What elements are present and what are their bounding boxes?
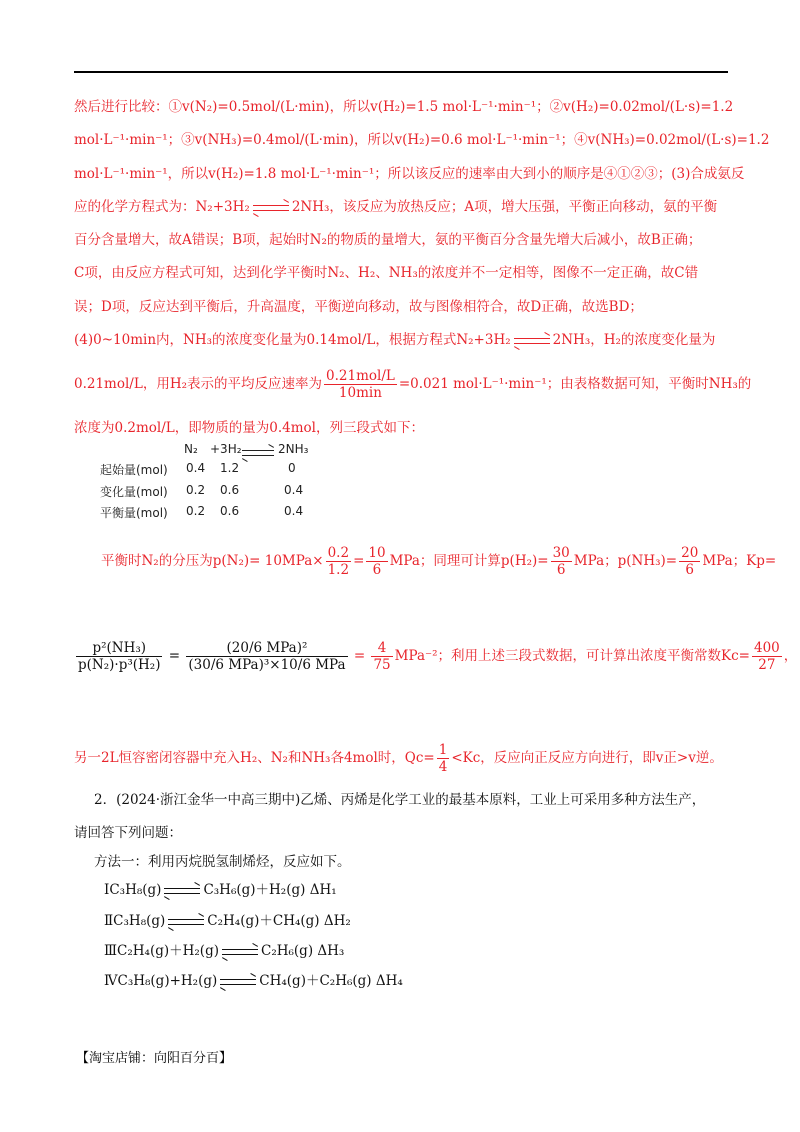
fraction-numerator: 20 bbox=[681, 545, 699, 561]
analysis-line bbox=[74, 742, 723, 775]
equilibrium-arrow-icon bbox=[168, 918, 204, 926]
text-fragment: 2NH₃，H₂的浓度变化量为 bbox=[552, 332, 716, 348]
fraction-denominator: 4 bbox=[438, 759, 448, 775]
fraction-denominator: 10min bbox=[338, 385, 382, 401]
equilibrium-arrow-icon bbox=[242, 445, 274, 453]
kp-substitution-fraction bbox=[186, 640, 347, 673]
text-fragment: MPa⁻²；利用上述三段式数据，可计算出浓度平衡常数Kc= bbox=[394, 648, 750, 664]
reaction-line bbox=[104, 911, 351, 931]
text-fragment: 应的化学方程式为：N₂+3H₂ bbox=[74, 199, 250, 215]
qc-fraction bbox=[437, 742, 450, 775]
analysis-line: mol·L⁻¹·min⁻¹；③v(NH₃)=0.4mol/(L·min)，所以v(H₂)=0.6 mol·L⁻¹·min⁻¹；④v(NH₃)=0.02mol/(L·s)=1.2 bbox=[74, 132, 770, 148]
equilibrium-arrow-icon bbox=[220, 978, 256, 986]
text-fragment: 2NH₃，该反应为放热反应；A项，增大压强，平衡正向移动，氨的平衡 bbox=[291, 199, 718, 215]
text-fragment: MPa；p(NH₃)= bbox=[573, 553, 678, 569]
shop-footer: 【淘宝店铺：向阳百分百】 bbox=[76, 1051, 233, 1066]
fraction-numerator: 4 bbox=[371, 640, 392, 657]
reaction-products: CH₄(g)＋C₂H₆(g) ΔH₄ bbox=[259, 973, 403, 989]
analysis-line: 百分含量增大，故A错误；B项，起始时N₂的物质的量增大，氨的平衡百分含量先增大后减小，故B正确； bbox=[74, 232, 702, 248]
fraction bbox=[326, 545, 351, 578]
table-header: N₂ bbox=[184, 442, 198, 456]
analysis-line bbox=[74, 330, 715, 350]
row-label: 起始量(mol) bbox=[100, 463, 168, 477]
reaction-products: C₂H₄(g)＋CH₄(g) ΔH₂ bbox=[207, 913, 351, 929]
fraction-numerator: 1 bbox=[438, 742, 448, 758]
table-cell: 0.6 bbox=[220, 504, 240, 518]
text-fragment: = bbox=[353, 553, 365, 569]
fraction-denominator: 6 bbox=[685, 562, 695, 578]
question-text: 2．(2024·浙江金华一中高三期中)乙烯、丙烯是化学工业的最基本原料，工业上可采用多种方法生产， bbox=[94, 792, 706, 808]
reaction-reactants: ⅣC₃H₈(g)+H₂(g) bbox=[104, 973, 218, 989]
text-fragment: MPa；Kp= bbox=[702, 553, 777, 569]
kp-definition-fraction bbox=[76, 640, 162, 673]
fraction-denominator: 6 bbox=[556, 562, 566, 578]
row-label: 变化量(mol) bbox=[100, 485, 168, 499]
kp-expression: $\frac{\text{p²(NH₃)}}{\text{p(N₂)·p³(H₂)}}$ = $\frac{\text{(20/6 MPa)²}}{\text{(30/6 MPa)³×10/6 MPa}}$ = $\frac{4}{75}$ MPa⁻²；利用上述三段式数据，可计算出浓度平衡常数Kc= $\frac{400}{27}$ ， bbox=[78, 640, 798, 673]
fraction bbox=[679, 545, 700, 578]
fraction-numerator: (20/6 MPa)² bbox=[186, 640, 347, 657]
fraction bbox=[551, 545, 572, 578]
reaction-reactants: ⅡC₃H₈(g) bbox=[104, 913, 166, 929]
reaction-reactants: ⅠC₃H₈(g) bbox=[104, 882, 162, 898]
fraction-numerator: p²(NH₃) bbox=[76, 640, 162, 657]
row-label: 平衡量(mol) bbox=[100, 506, 168, 520]
reaction-line bbox=[104, 880, 337, 900]
fraction-denominator: 1.2 bbox=[327, 562, 350, 578]
reaction-products: C₂H₆(g) ΔH₃ bbox=[260, 943, 345, 959]
text-fragment: =0.021 mol·L⁻¹·min⁻¹；由表格数据可知，平衡时NH₃的 bbox=[398, 376, 752, 392]
question-text: 请回答下列问题： bbox=[74, 825, 182, 841]
analysis-line bbox=[74, 368, 751, 401]
reaction-products: C₃H₆(g)＋H₂(g) ΔH₁ bbox=[203, 882, 337, 898]
table-cell: 0 bbox=[288, 461, 296, 475]
table-cell: 0.6 bbox=[220, 483, 240, 497]
analysis-line: 误；D项，反应达到平衡后，升高温度，平衡逆向移动，故与图像相符合，故D正确，故选BD； bbox=[74, 299, 643, 315]
equilibrium-arrow-icon bbox=[514, 337, 550, 345]
fraction-denominator: 27 bbox=[758, 657, 776, 673]
fraction-denominator: p(N₂)·p³(H₂) bbox=[78, 657, 161, 673]
kp-result-fraction bbox=[371, 640, 392, 673]
table-cell: 0.4 bbox=[186, 461, 206, 475]
reaction-reactants: ⅢC₂H₄(g)＋H₂(g) bbox=[104, 943, 219, 959]
analysis-line bbox=[74, 197, 717, 217]
table-cell: 0.2 bbox=[186, 483, 206, 497]
fraction-numerator: 30 bbox=[552, 545, 570, 561]
equilibrium-arrow-icon bbox=[222, 948, 258, 956]
text-fragment: MPa；同理可计算p(H₂)= bbox=[389, 553, 549, 569]
table-header: +3H₂ bbox=[210, 442, 242, 456]
table-cell: 0.4 bbox=[284, 504, 304, 518]
table-cell: 0.4 bbox=[284, 483, 304, 497]
equilibrium-arrow-icon bbox=[164, 887, 200, 895]
fraction-numerator: 10 bbox=[368, 545, 386, 561]
fraction-denominator: 75 bbox=[373, 657, 391, 673]
method-text: 方法一：利用丙烷脱氢制烯烃，反应如下。 bbox=[94, 854, 351, 870]
fraction-numerator: 0.2 bbox=[327, 545, 350, 561]
reaction-line bbox=[104, 941, 344, 961]
table-cell: 1.2 bbox=[220, 461, 240, 475]
analysis-line: C项，由反应方程式可知，达到化学平衡时N₂、H₂、NH₃的浓度并不一定相等，图像不一定正确，故C错 bbox=[74, 265, 699, 281]
analysis-line: mol·L⁻¹·min⁻¹，所以v(H₂)=1.8 mol·L⁻¹·min⁻¹；所以该反应的速率由大到小的顺序是④①②③；(3)合成氨反 bbox=[74, 166, 745, 182]
text-fragment: <Kc，反应向正反应方向进行，即v正>v逆。 bbox=[451, 750, 723, 766]
fraction-denominator: 6 bbox=[372, 562, 382, 578]
text-fragment: (4)0~10min内，NH₃的浓度变化量为0.14mol/L，根据方程式N₂+3H₂ bbox=[74, 332, 511, 348]
fraction bbox=[366, 545, 387, 578]
rate-fraction bbox=[324, 368, 397, 401]
text-fragment: 0.21mol/L，用H₂表示的平均反应速率为 bbox=[74, 376, 323, 392]
text-fragment: 平衡时N₂的分压为p(N₂)= 10MPa× bbox=[101, 553, 324, 569]
table-header: 2NH₃ bbox=[278, 442, 309, 456]
analysis-line: 浓度为0.2mol/L，即物质的量为0.4mol，列三段式如下： bbox=[74, 420, 424, 436]
fraction-numerator: 0.21mol/L bbox=[326, 368, 395, 384]
fraction-denominator: (30/6 MPa)³×10/6 MPa bbox=[188, 657, 346, 673]
reaction-line bbox=[104, 971, 403, 991]
equilibrium-arrow-icon bbox=[253, 204, 289, 212]
analysis-line bbox=[101, 545, 776, 578]
table-cell: 0.2 bbox=[186, 504, 206, 518]
header-rule bbox=[74, 71, 728, 73]
text-fragment: 另一2L恒容密闭容器中充入H₂、N₂和NH₃各4mol时，Qc= bbox=[74, 750, 435, 766]
analysis-line: 然后进行比较：①v(N₂)=0.5mol/(L·min)，所以v(H₂)=1.5 mol·L⁻¹·min⁻¹；②v(H₂)=0.02mol/(L·s)=1.2 bbox=[74, 99, 734, 115]
kc-fraction bbox=[752, 640, 782, 673]
fraction-numerator: 400 bbox=[753, 640, 780, 656]
